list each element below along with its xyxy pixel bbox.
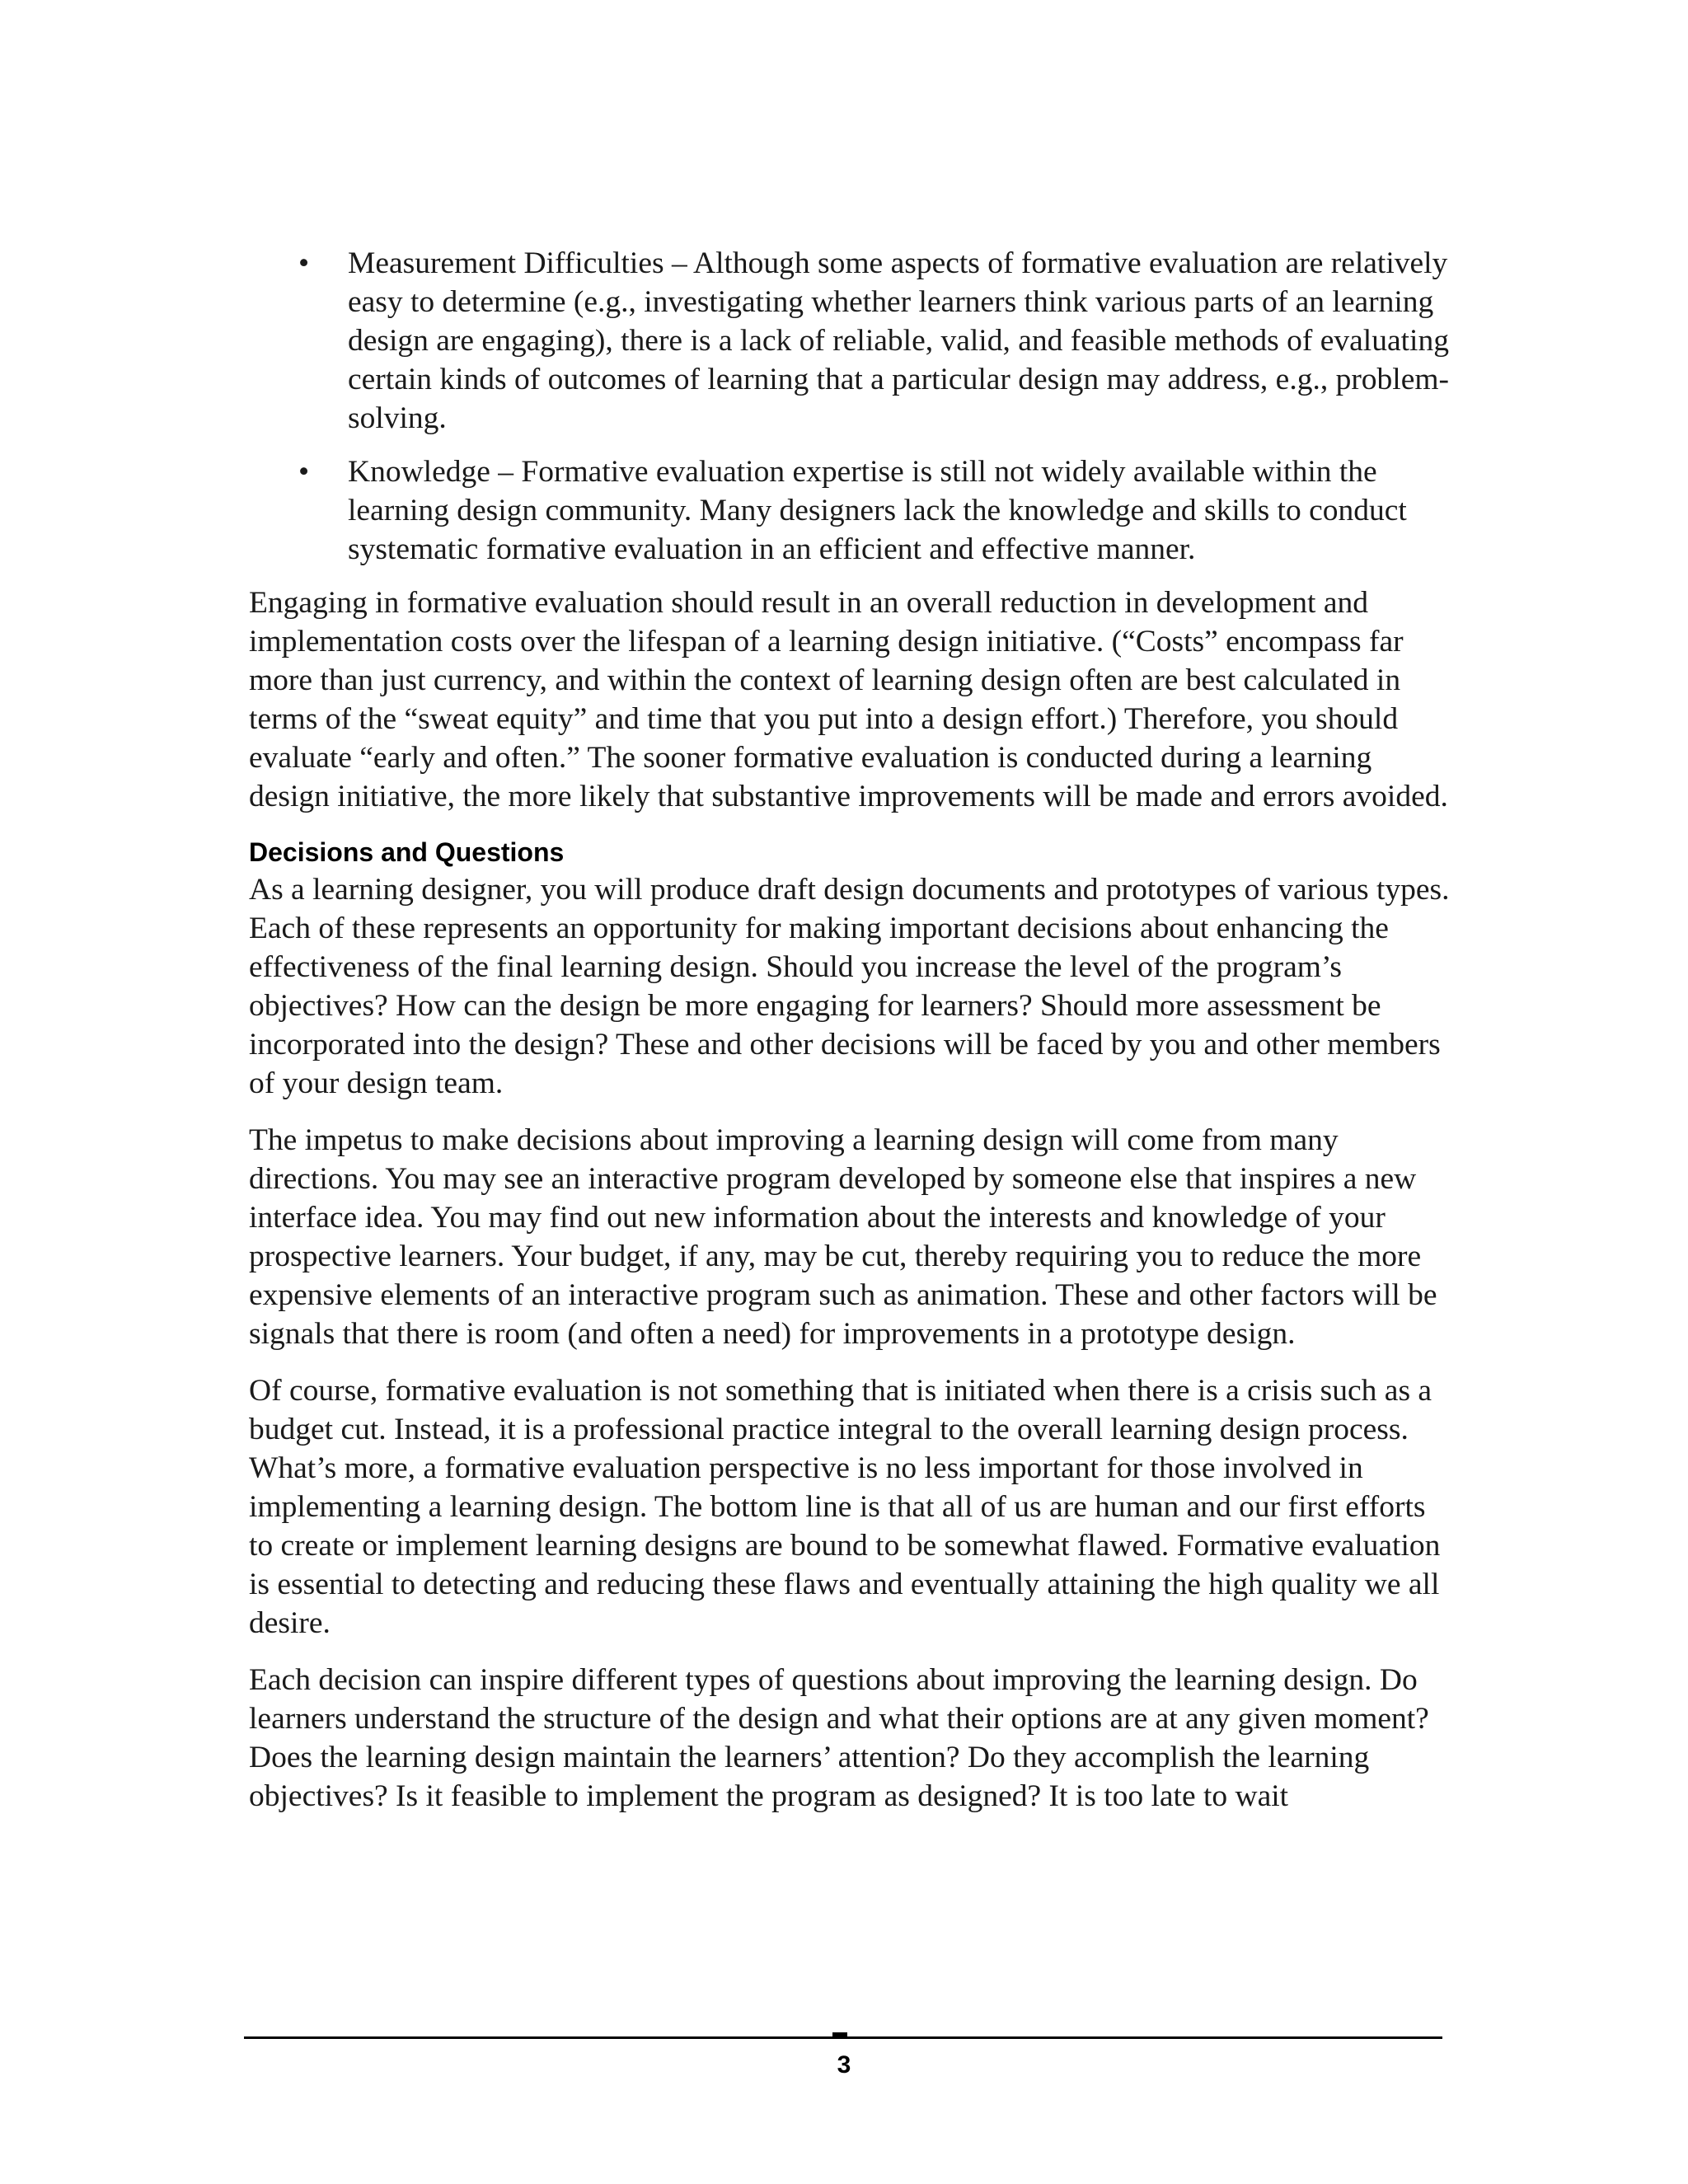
- bullet-icon: •: [298, 246, 310, 280]
- section-heading: Decisions and Questions: [249, 837, 565, 867]
- page-body: [249, 244, 1452, 1834]
- bullet-icon: •: [298, 455, 310, 489]
- bullet-item-measurement-difficulties: [249, 244, 1452, 438]
- bullet-text: Measurement Difficulties – Although some aspects of formative evaluation are relatively easy to determine (e.g., investigating whether learners think various parts of an learning design are engaging), there is a lack of reliable, valid, and feasible methods of evaluating certain kinds of outcomes of learning that a particular design may address, e.g., problem-solving.: [348, 246, 1450, 435]
- bullet-list: [249, 244, 1452, 569]
- paragraph-question-types: Each decision can inspire different types of questions about improving the learning design. Do learners understand the structure of the design and what their options are at any given moment? Does the learning design maintain the learners’ attention? Do they accomplish the learning objectives? Is it feasible to implement the program as designed? It is too late to wait: [249, 1663, 1429, 1813]
- paragraph-impetus: The impetus to make decisions about improving a learning design will come from many directions. You may see an interactive program developed by someone else that inspires a new interface idea. You may find out new information about the interests and knowledge of your prospective learners. Your budget, if any, may be cut, thereby requiring you to reduce the more expensive elements of an interactive program such as animation. These and other factors will be signals that there is room (and often a need) for improvements in a prototype design.: [249, 1123, 1437, 1351]
- paragraph-costs: Engaging in formative evaluation should result in an overall reduction in development and implementation costs over the lifespan of a learning design initiative. (“Costs” encompass far more than just currency, and within the context of learning design often are best calculated in terms of the “sweat equity” and time that you put into a design effort.) Therefore, you should evaluate “early and often.” The sooner formative evaluation is conducted during a learning design initiative, the more likely that substantive improvements will be made and errors avoided.: [249, 586, 1448, 813]
- paragraph-professional-practice: Of course, formative evaluation is not something that is initiated when there is a crisis such as a budget cut. Instead, it is a professional practice integral to the overall learning design process. What’s more, a formative evaluation perspective is no less important for those involved in implementing a learning design. The bottom line is that all of us are human and our first efforts to create or implement learning designs are bound to be somewhat flawed. Formative evaluation is essential to detecting and reducing these flaws and eventually attaining the high quality we all desire.: [249, 1374, 1441, 1640]
- bullet-item-knowledge: [249, 452, 1452, 569]
- paragraph-draft-designs: As a learning designer, you will produce draft design documents and prototypes of various types. Each of these represents an opportunity for making important decisions about enhancing the effectiveness of the final learning design. Should you increase the level of the program’s objectives? How can the design be more engaging for learners? Should more assessment be incorporated into the design? These and other decisions will be faced by you and other members of your design team.: [249, 873, 1450, 1100]
- footer-divider-mark: [832, 2032, 847, 2037]
- bullet-text: Knowledge – Formative evaluation expertise is still not widely available within the learning design community. Many designers lack the knowledge and skills to conduct systematic formative evaluation in an efficient and effective manner.: [348, 455, 1407, 566]
- page-number: 3: [837, 2051, 851, 2079]
